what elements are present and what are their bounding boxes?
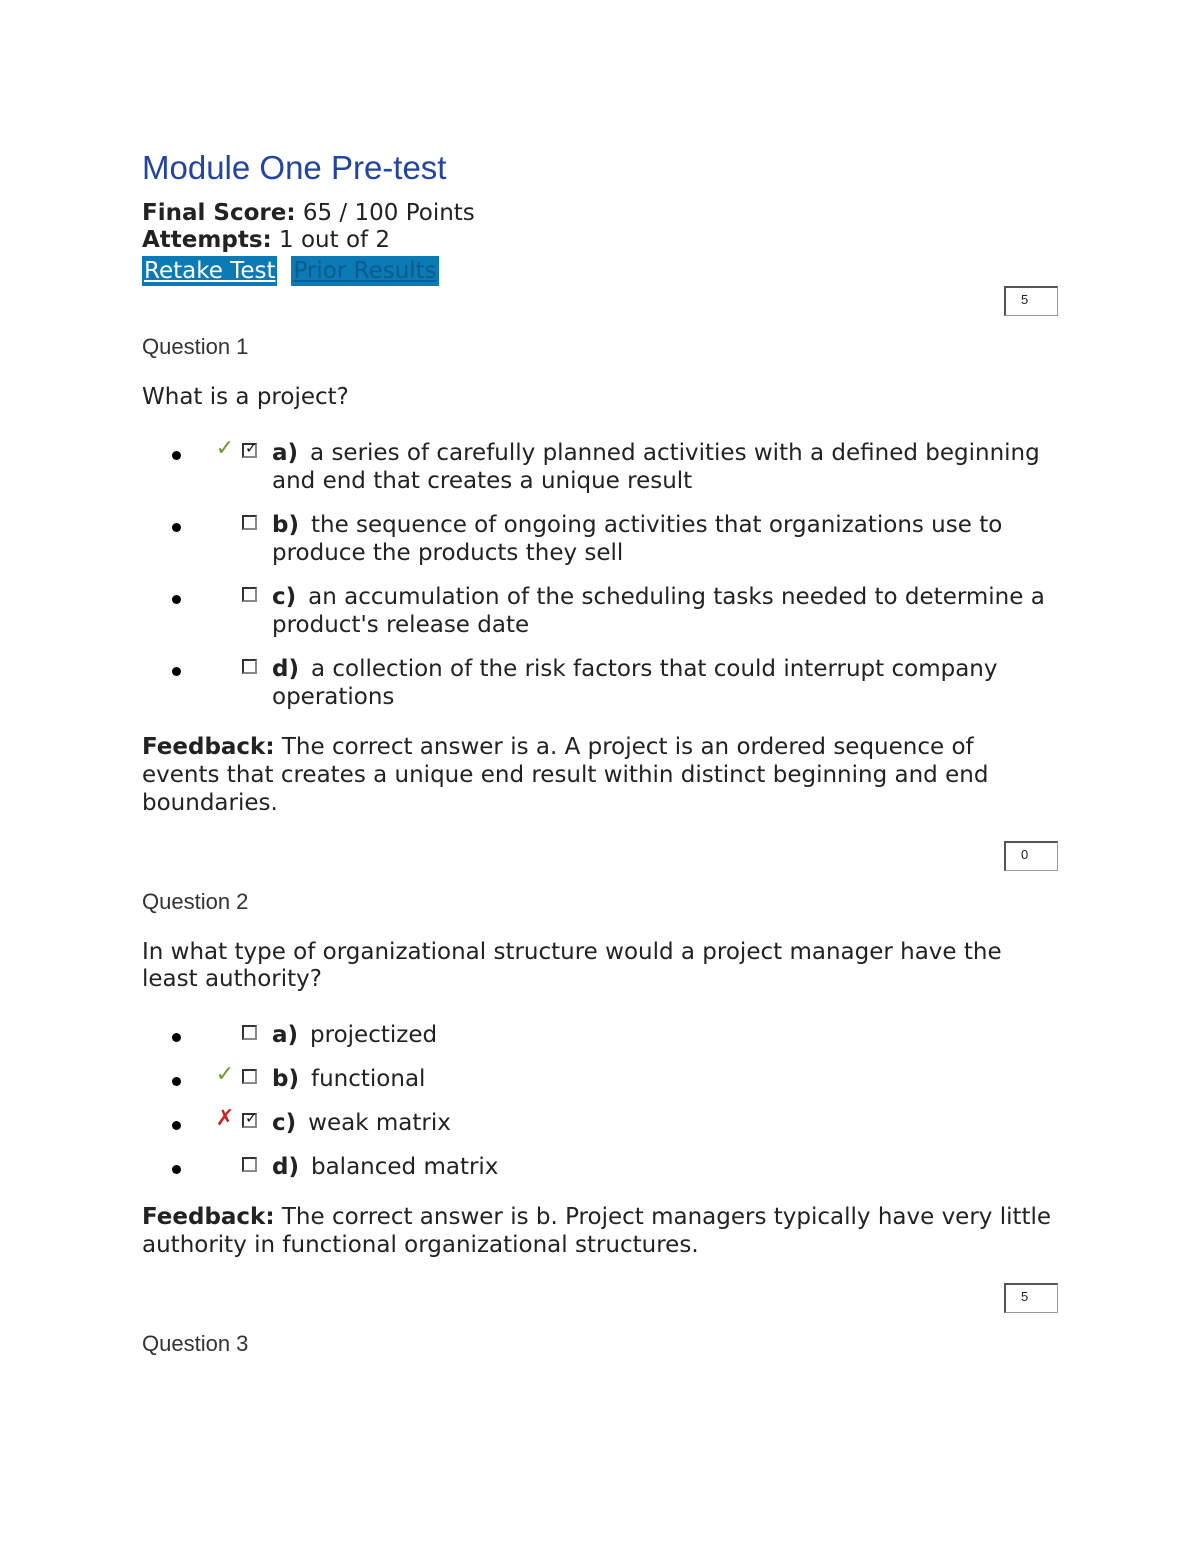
bullet-icon (172, 1165, 181, 1174)
question-text: In what type of organizational structure would a project manager have the least authority? (142, 939, 1002, 993)
answer-text: balanced matrix (310, 1154, 499, 1181)
answer-letter: d) (272, 656, 299, 683)
answer-letter: d) (272, 1154, 299, 1181)
attempts-label: Attempts: (142, 227, 272, 254)
answer-text: a collection of the risk factors that could interrupt company operations (272, 656, 998, 711)
answer-text: a series of carefully planned activities with a defined beginning and end that creates a unique result (272, 440, 1040, 495)
answer-d (142, 1153, 1058, 1181)
retake-test-button[interactable]: Retake Test (144, 258, 276, 285)
answer-c (142, 583, 1058, 639)
answer-text: functional (310, 1066, 426, 1093)
checkbox-unchecked-icon[interactable] (242, 1025, 257, 1040)
final-score-label: Final Score: (142, 200, 296, 227)
answer-list (142, 1021, 1058, 1181)
answer-c (142, 1106, 1058, 1137)
checkbox-unchecked-icon[interactable] (242, 1157, 257, 1172)
checkbox-checked-icon[interactable]: ✓ (242, 443, 257, 458)
question-3 (142, 1283, 1058, 1357)
pretest-results (142, 150, 1058, 1357)
action-buttons (142, 256, 1058, 286)
bullet-icon (172, 451, 181, 460)
question-label: Question 1 (142, 334, 249, 360)
answer-text: an accumulation of the scheduling tasks needed to determine a product's release date (272, 584, 1045, 639)
prior-results-button[interactable]: Prior Results (293, 258, 437, 285)
x-mark-icon: ✗ (215, 1106, 235, 1132)
checkbox-checked-icon[interactable]: ✓ (242, 1113, 257, 1128)
check-mark-icon: ✓ (215, 436, 235, 462)
feedback-label: Feedback: (142, 734, 275, 761)
bullet-icon (172, 523, 181, 532)
answer-a (142, 1021, 1058, 1049)
feedback (142, 733, 1058, 817)
check-mark-icon: ✓ (215, 1062, 235, 1088)
bullet-icon (172, 1121, 181, 1130)
feedback-text: The correct answer is b. Project managers typically have very little authority in functional organizational structures. (142, 1204, 1052, 1259)
answer-letter: a) (272, 440, 299, 467)
question-label: Question 3 (142, 1331, 249, 1357)
bullet-icon (172, 595, 181, 604)
attempts (142, 227, 1058, 254)
final-score (142, 200, 1058, 227)
answer-letter: c) (272, 584, 297, 611)
question-text: What is a project? (142, 384, 349, 411)
points-box[interactable]: 0 (1004, 841, 1058, 871)
feedback-text: The correct answer is a. A project is an ordered sequence of events that creates a unique end result within distinct beginning and end boundaries. (142, 734, 989, 817)
checkbox-unchecked-icon[interactable] (242, 587, 257, 602)
answer-letter: c) (272, 1110, 297, 1137)
answer-text: the sequence of ongoing activities that organizations use to produce the products they sell (272, 512, 1003, 567)
answer-b (142, 511, 1058, 567)
answer-list (142, 436, 1058, 711)
answer-letter: b) (272, 1066, 299, 1093)
final-score-value: 65 / 100 Points (302, 200, 475, 227)
bullet-icon (172, 667, 181, 676)
question-2 (142, 841, 1058, 1259)
answer-b (142, 1062, 1058, 1093)
page-title: Module One Pre-test (142, 149, 447, 186)
bullet-icon (172, 1077, 181, 1086)
answer-text: projectized (310, 1022, 438, 1049)
feedback-label: Feedback: (142, 1204, 275, 1231)
answer-letter: b) (272, 512, 299, 539)
checkbox-unchecked-icon[interactable] (242, 659, 257, 674)
answer-letter: a) (272, 1022, 299, 1049)
bullet-icon (172, 1033, 181, 1042)
answer-a (142, 436, 1058, 495)
question-1 (142, 286, 1058, 817)
checkbox-unchecked-icon[interactable] (242, 1069, 257, 1084)
feedback (142, 1203, 1058, 1259)
answer-text: weak matrix (308, 1110, 451, 1137)
answer-d (142, 655, 1058, 711)
question-label: Question 2 (142, 889, 249, 915)
attempts-value: 1 out of 2 (279, 227, 391, 254)
checkbox-unchecked-icon[interactable] (242, 515, 257, 530)
points-box[interactable]: 5 (1004, 1283, 1058, 1313)
points-box[interactable]: 5 (1004, 286, 1058, 316)
